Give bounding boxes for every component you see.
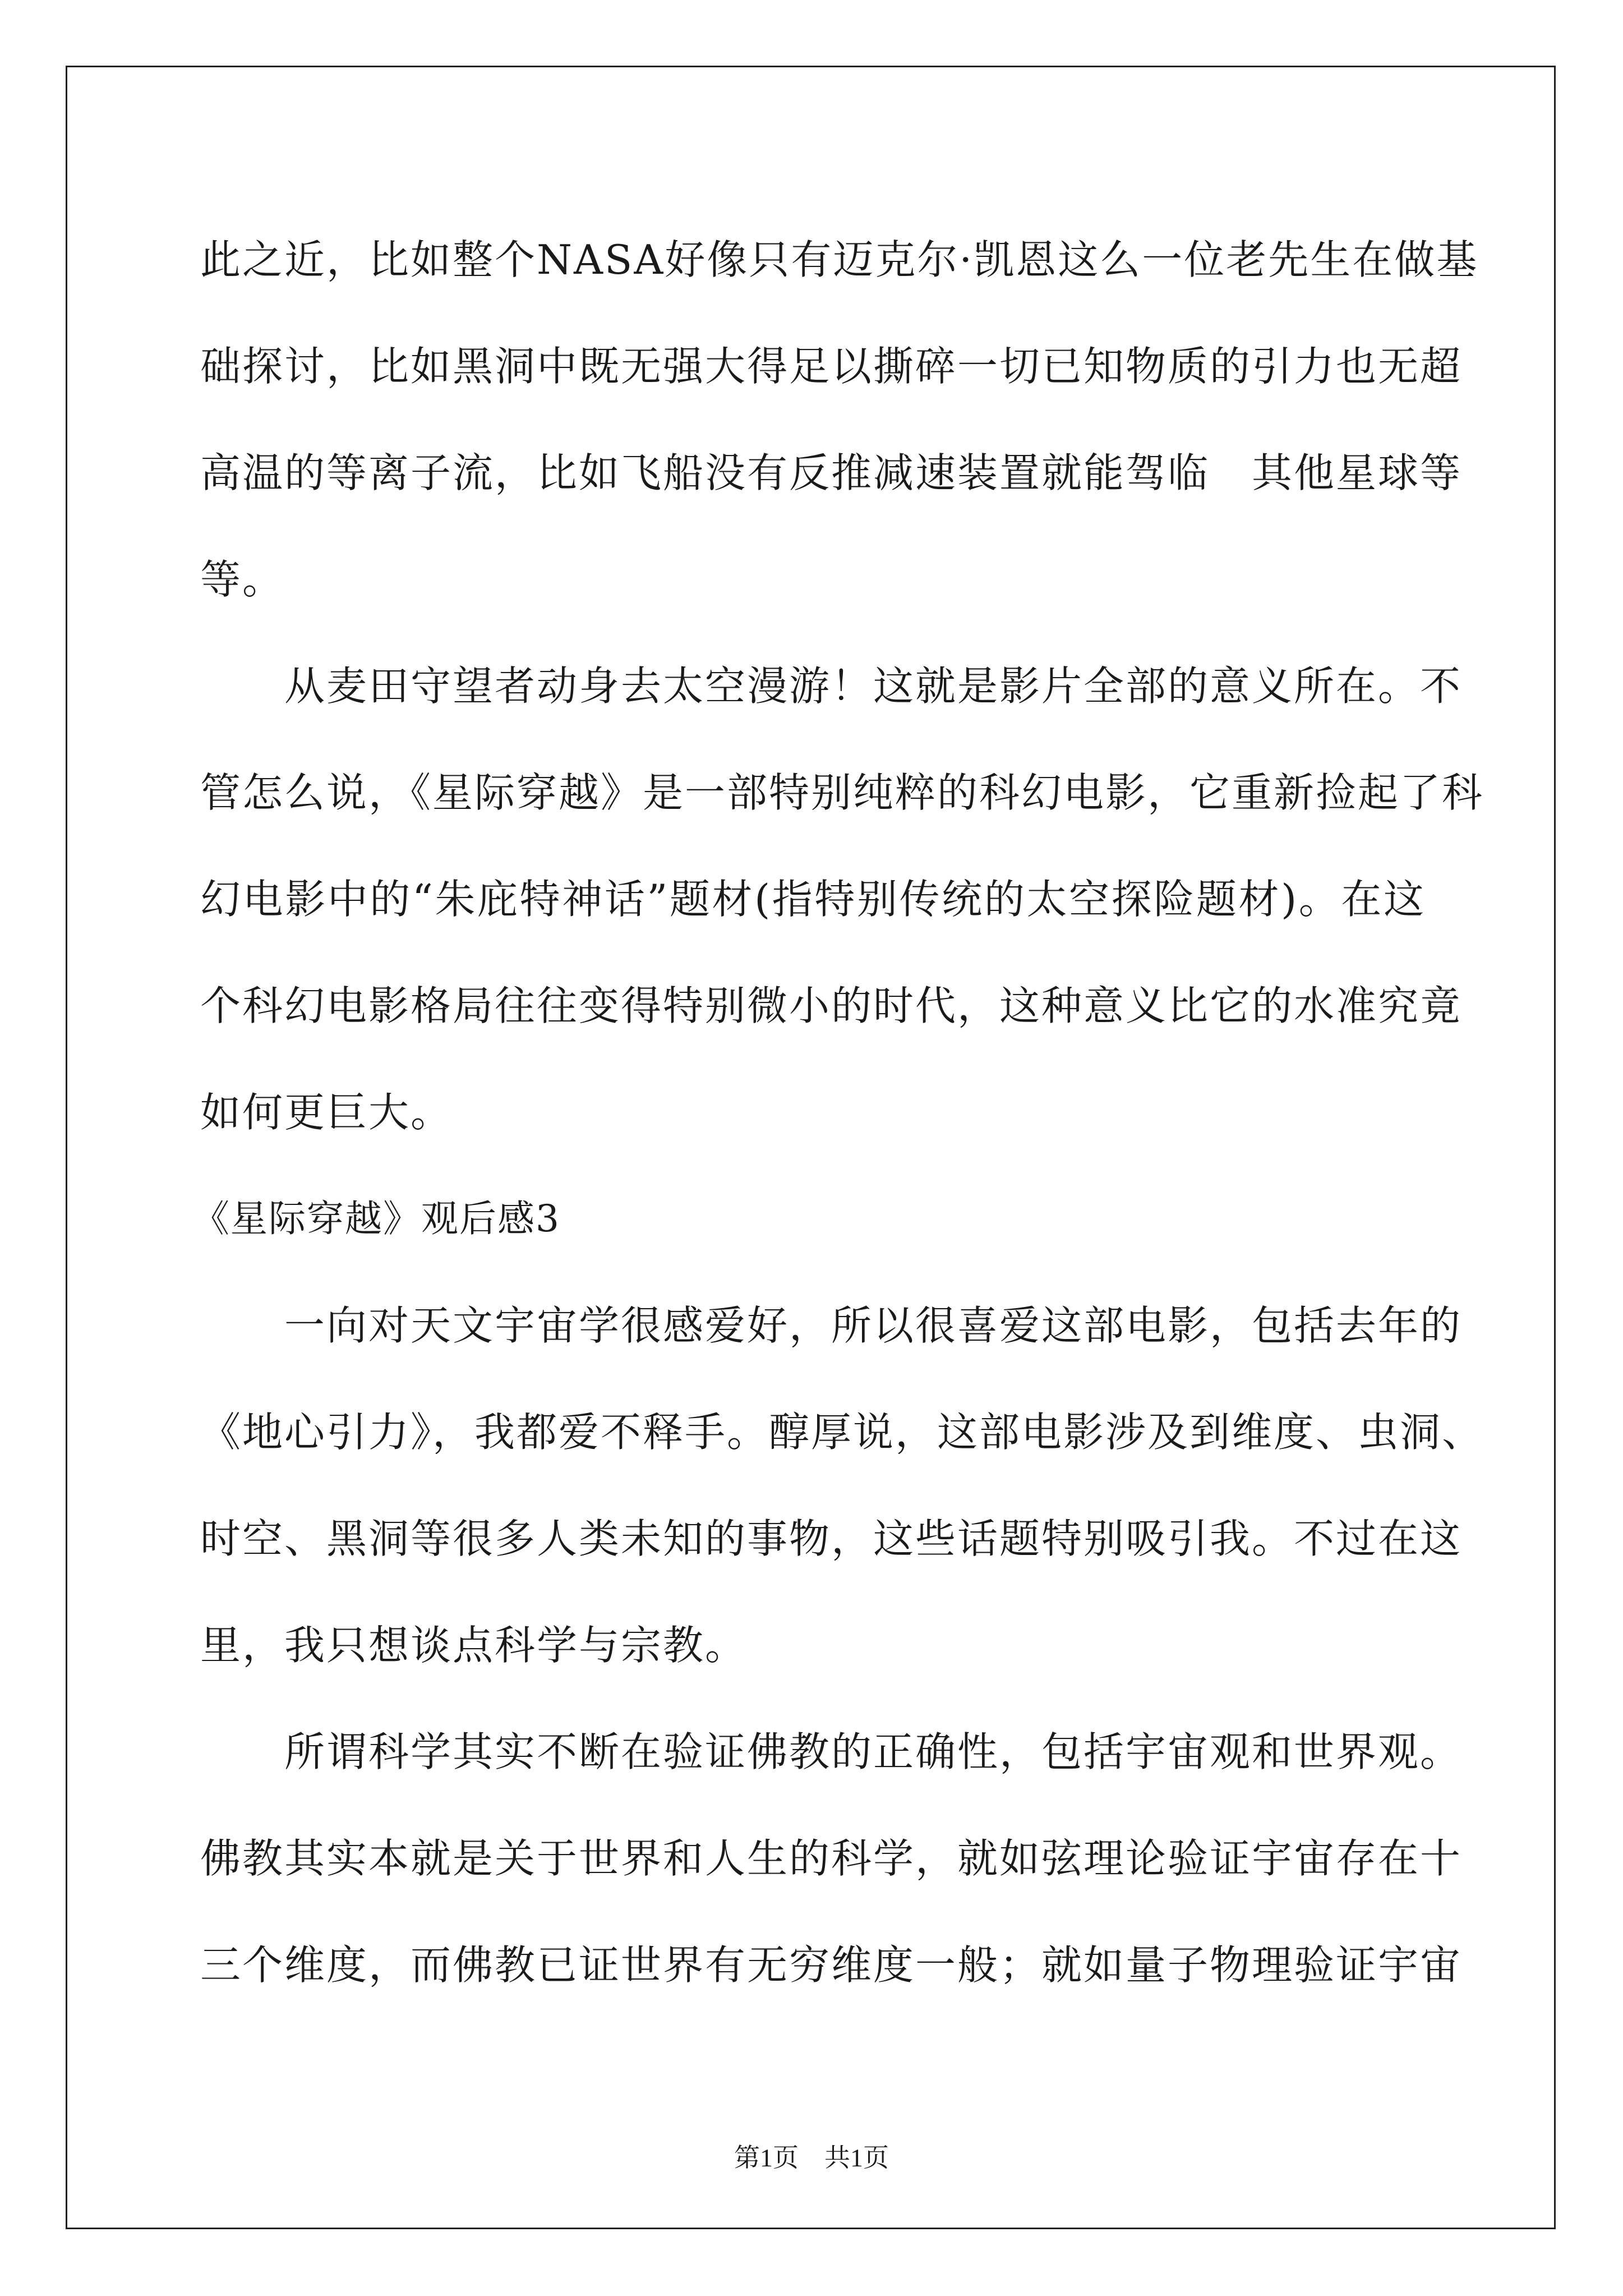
text-line: 从麦田守望者动身去太空漫游！这就是影片全部的意义所在。不 xyxy=(284,662,1463,710)
page-footer xyxy=(0,2137,1623,2174)
text-line: 《地心引力》，我都爱不释手。醇厚说，这部电影涉及到维度、虫洞、 xyxy=(200,1409,1484,1456)
document-body xyxy=(192,206,1484,2018)
text-line: 里，我只想谈点科学与宗教。 xyxy=(200,1622,748,1669)
text-line: 幻电影中的“朱庇特神话”题材(指特别传统的太空探险题材)。在这 xyxy=(200,876,1426,923)
text-line: 个科幻电影格局往往变得特别微小的时代，这种意义比它的水准究竟 xyxy=(200,982,1463,1029)
text-line: 佛教其实本就是关于世界和人生的科学，就如弦理论验证宇宙存在十 xyxy=(200,1835,1463,1882)
page-number: 第1页 xyxy=(734,2143,799,2172)
text-line: 等。 xyxy=(200,556,285,603)
paragraph xyxy=(200,206,1479,633)
text-line: 时空、黑洞等很多人类未知的事物，这些话题特别吸引我。不过在这 xyxy=(200,1515,1463,1562)
text-line: 高温的等离子流，比如飞船没有反推减速装置就能驾临 其他星球等 xyxy=(200,449,1463,496)
text-line: 如何更巨大。 xyxy=(200,1089,453,1136)
text-line: 三个维度，而佛教已证世界有无穷维度一般；就如量子物理验证宇宙 xyxy=(200,1941,1463,1989)
section-heading: 《星际穿越》观后感3 xyxy=(192,1197,560,1240)
text-line: 一向对天文宇宙学很感爱好，所以很喜爱这部电影，包括去年的 xyxy=(284,1302,1463,1349)
paragraph xyxy=(200,1272,1484,1699)
paragraph xyxy=(200,1699,1463,2018)
text-line: 管怎么说，《星际穿越》是一部特别纯粹的科幻电影，它重新捡起了科 xyxy=(200,769,1484,816)
text-line: 此之近，比如整个NASA好像只有迈克尔·凯恩这么一位老先生在做基 xyxy=(200,236,1479,283)
text-line: 础探讨，比如黑洞中既无强大得足以撕碎一切已知物质的引力也无超 xyxy=(200,343,1463,390)
text-line: 所谓科学其实不断在验证佛教的正确性，包括宇宙观和世界观。 xyxy=(284,1728,1463,1775)
paragraph xyxy=(200,633,1484,1166)
page-total: 共1页 xyxy=(824,2143,889,2172)
